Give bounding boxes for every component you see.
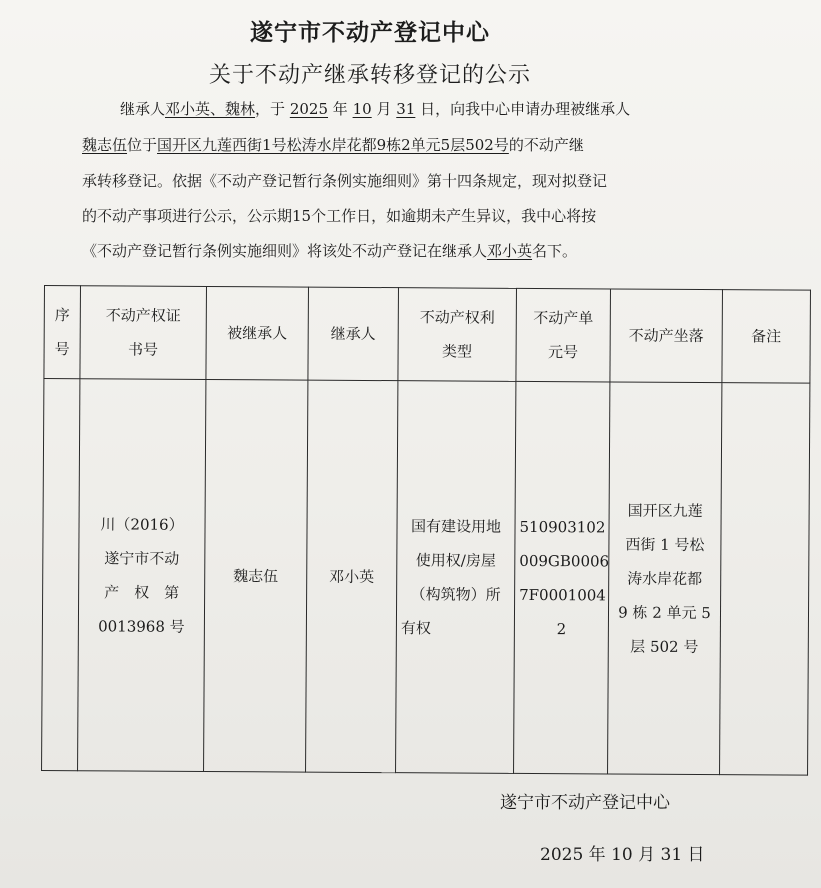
cell-text: 国有建设用地	[410, 516, 502, 536]
notice-line-4: 的不动产事项进行公示，公示期15个工作日，如逾期未产生异议，我中心将按	[82, 207, 597, 225]
notice-line-2	[82, 134, 584, 155]
cell-text: 使用权/房屋	[415, 550, 496, 570]
cell-heir: 邓小英	[306, 380, 398, 773]
header-heir: 继承人	[308, 287, 399, 381]
header-location: 不动产坐落	[610, 289, 723, 383]
text-segment: ，于	[255, 100, 286, 118]
apply-day: 31	[396, 100, 416, 118]
notice-line-1	[120, 98, 630, 119]
cell-text: 涛水岸花都	[627, 569, 703, 588]
cell-location	[608, 382, 722, 775]
table-header-row	[44, 286, 811, 384]
cell-index	[42, 379, 80, 771]
header-text: 序	[54, 306, 70, 325]
cell-text: 遂宁市不动	[104, 548, 180, 568]
cell-remark	[720, 383, 810, 776]
cell-text: 510903102	[519, 517, 606, 536]
cell-text: 有权	[400, 618, 431, 637]
header-right-type	[398, 288, 517, 382]
cell-text: （构筑物）所	[410, 584, 501, 604]
text-segment: 名下。	[532, 242, 578, 260]
notice-line-5	[82, 240, 577, 261]
header-decedent: 被继承人	[206, 286, 309, 380]
notice-line-3: 承转移登记。依据《不动产登记暂行条例实施细则》第十四条规定，现对拟登记	[82, 172, 608, 190]
header-text: 元号	[548, 343, 579, 362]
footer-date: 2025 年 10 月 31 日	[540, 845, 705, 865]
apply-month: 10	[352, 100, 372, 118]
cell-right-type	[396, 381, 516, 774]
notice-title: 关于不动产继承转移登记的公示	[208, 63, 531, 88]
header-text: 号	[54, 340, 70, 359]
cell-text: 产 权 第	[104, 582, 180, 602]
text-segment: 月	[376, 100, 392, 118]
cell-text: 层 502 号	[630, 637, 699, 656]
cell-text: 2	[556, 619, 567, 638]
decedent-name: 魏志伍	[82, 136, 128, 154]
header-index	[44, 286, 81, 379]
header-text: 书号	[128, 340, 159, 359]
cell-text: 川（2016）	[100, 514, 184, 534]
text-segment: 年	[332, 100, 348, 118]
cell-text: 9 栋 2 单元 5	[618, 603, 711, 622]
cell-unit-number	[514, 381, 610, 774]
org-title: 遂宁市不动产登记中心	[250, 20, 490, 46]
header-text: 不动产权证	[105, 306, 181, 325]
property-table	[41, 285, 811, 776]
text-segment: 日，向我中心申请办理被继承人	[420, 100, 631, 118]
text-segment: 的不动产继	[508, 136, 584, 154]
header-text: 类型	[442, 342, 473, 361]
cell-decedent: 魏志伍	[204, 379, 308, 772]
cell-text: 7F0001004	[519, 585, 606, 604]
heirs-name: 邓小英、魏林	[165, 100, 256, 118]
text-segment: 继承人	[120, 100, 166, 118]
cell-text: 0013968 号	[98, 616, 185, 636]
cell-cert-number	[78, 379, 206, 772]
property-address: 国开区九莲西街1号松涛水岸花都9栋2单元5层502号	[157, 136, 509, 154]
header-text: 不动产单	[533, 308, 594, 328]
cell-text: 009GB0006	[519, 551, 610, 570]
header-unit-number	[516, 288, 611, 382]
cell-text: 国开区九莲	[627, 501, 703, 520]
cell-text: 西街 1 号松	[625, 535, 705, 554]
text-segment: 位于	[127, 136, 158, 154]
text-segment: 《不动产登记暂行条例实施细则》将该处不动产登记在继承人	[82, 242, 488, 260]
header-text: 不动产权利	[419, 308, 495, 327]
final-heir-name: 邓小英	[487, 242, 533, 260]
header-cert	[80, 286, 207, 380]
table-row	[42, 379, 810, 776]
footer-org-name: 遂宁市不动产登记中心	[500, 793, 670, 813]
header-remark: 备注	[722, 290, 811, 384]
apply-year: 2025	[289, 100, 329, 118]
